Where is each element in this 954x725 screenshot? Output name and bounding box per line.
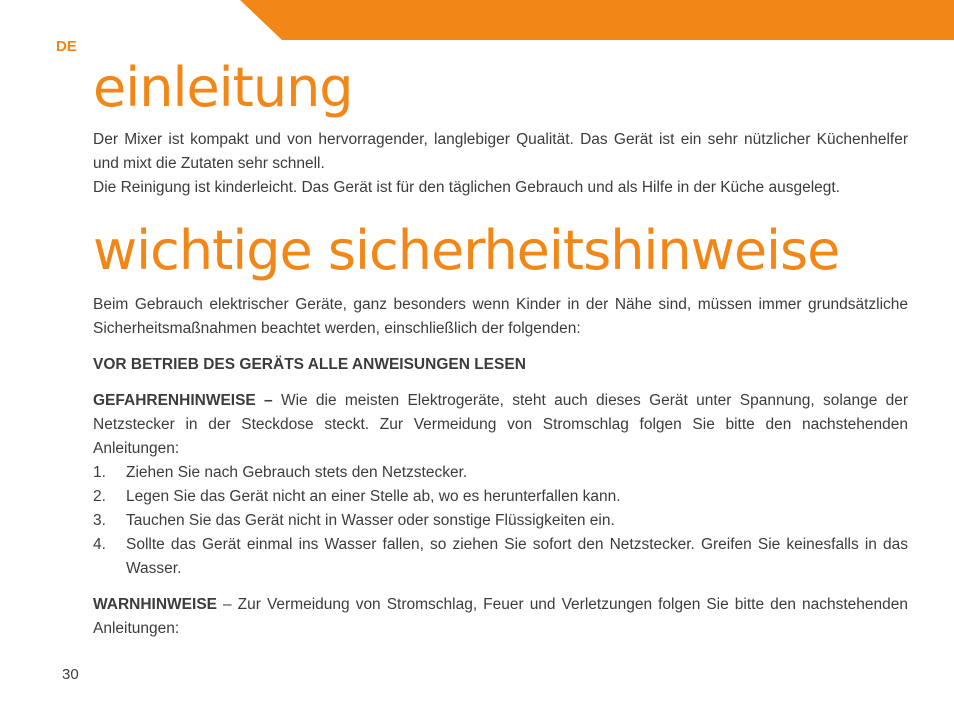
header-accent-banner [0,0,954,40]
warning-notice [93,593,908,641]
danger-text: Wie die meisten Elektrogeräte, steht auch dieses Gerät unter Spannung, solange der Netzstecker in der Steckdose steckt. Zur Vermeidung von Stromschlag folgen Sie bitte den nachstehenden Anleitungen: [93,392,908,457]
page-content [93,50,908,641]
warning-label: WARNHINWEISE [93,596,217,613]
list-item-number: 1. [93,464,106,481]
safety-heading: wichtige sicherheitshinweise [93,219,840,282]
intro-paragraph-2: Die Reinigung ist kinderleicht. Das Gerät ist für den täglichen Gebrauch und als Hilfe in der Küche ausgelegt. [93,179,840,196]
list-item [93,533,908,581]
intro-heading: einleitung [93,56,353,119]
language-code: DE [56,38,77,55]
intro-paragraph-1: Der Mixer ist kompakt und von hervorragender, langlebiger Qualität. Das Gerät ist ein sehr nützlicher Küchenhelfer und mixt die Zutaten sehr schnell. [93,131,908,172]
list-item [93,461,908,485]
read-instructions-notice: VOR BETRIEB DES GERÄTS ALLE ANWEISUNGEN LESEN [93,356,526,373]
safety-intro: Beim Gebrauch elektrischer Geräte, ganz besonders wenn Kinder in der Nähe sind, müssen immer grundsätzliche Sicherheitsmaßnahmen beachtet werden, einschließlich der folgenden: [93,296,908,337]
list-item-number: 3. [93,512,106,529]
list-item-text: Tauchen Sie das Gerät nicht in Wasser oder sonstige Flüssigkeiten ein. [126,512,615,529]
warning-text: – Zur Vermeidung von Stromschlag, Feuer und Verletzungen folgen Sie bitte den nachstehenden Anleitungen: [93,596,908,637]
list-item [93,509,908,533]
list-item-text: Ziehen Sie nach Gebrauch stets den Netzstecker. [126,464,468,481]
page-number: 30 [62,666,79,683]
danger-notice [93,389,908,461]
list-item-text: Sollte das Gerät einmal ins Wasser fallen, so ziehen Sie sofort den Netzstecker. Greifen Sie keinesfalls in das Wasser. [126,536,908,577]
danger-label: GEFAHRENHINWEISE – [93,392,273,409]
list-item-number: 4. [93,536,106,553]
list-item [93,485,908,509]
safety-list [93,461,908,581]
list-item-text: Legen Sie das Gerät nicht an einer Stelle ab, wo es herunterfallen kann. [126,488,621,505]
list-item-number: 2. [93,488,106,505]
